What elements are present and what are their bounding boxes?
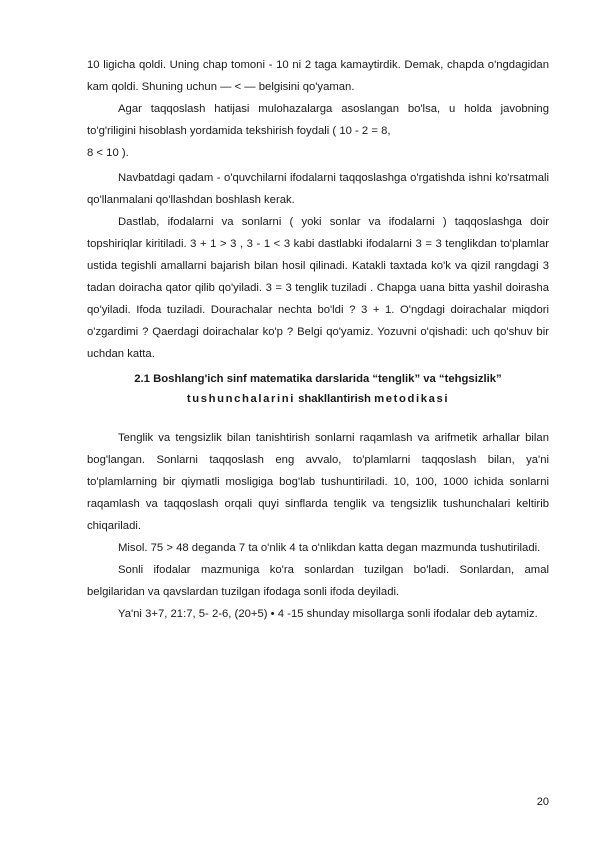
heading-word-3: metodikasi — [374, 393, 450, 405]
paragraph-1: 10 ligicha qoldi. Uning chap tomoni - 10 ni 2 taga kamaytirdik. Demak, chapda o'ngdagidan kam qoldi. Shuning uchun — < — belgisini qo'yaman. — [87, 59, 549, 93]
section-heading — [87, 369, 549, 409]
paragraph-5: Dastlab, ifodalarni va sonlarni ( yoki sonlar va ifodalarni ) taqqoslashga doir topshiriqlar kiritiladi. 3 + 1 > 3 , 3 - 1 < 3 kabi dastlabki ifodalarni 3 = 3 tenglikdan to'plamlar ustida tegishli amallarni bajarish bilan hosil qilinadi. Katakli taxtada ko'k va qizil rangdagi 3 tadan doiracha qator qilib qo'yiladi. 3 = 3 tenglik tuziladi . Chapga uana bitta yashil doirasha qo'yiladi. Ifoda tuziladi. Dourachalar nechta bo'ldi ? 3 + 1. O'ngdagi doirachalar miqdori o'zgardimi ? Qaerdagi doirachalar ko'p ? Belgi qo'yamiz. Yozuvni o'qishadi: uch qo'shuv bir uchdan katta. — [87, 216, 549, 360]
paragraph-9: Ya'ni 3+7, 21:7, 5- 2-6, (20+5) • 4 -15 shunday misollarga sonli ifodalar deb aytamiz. — [118, 608, 538, 620]
paragraph-8: Sonli ifodalar mazmuniga ko'ra sonlardan tuzilgan bo'ladi. Sonlardan, amal belgilaridan va qavslardan tuzilgan ifodaga sonli ifoda deyiladi. — [87, 564, 549, 598]
paragraph-2: Agar taqqoslash hatijasi mulohazalarga asoslangan bo'lsa, u holda javobning to'g'riligini hisoblash yordamida tekshirish foydali ( 10 - 2 = 8, — [87, 103, 549, 137]
heading-line-1: 2.1 Boshlang'ich sinf matematika darslarida “tenglik” va “tehgsizlik” — [134, 373, 502, 385]
paragraph-7: Misol. 75 > 48 deganda 7 ta o'nlik 4 ta o'nlikdan katta degan mazmunda tushutiriladi. — [118, 542, 541, 554]
paragraph-3: 8 < 10 ). — [87, 147, 129, 159]
heading-word-1: tushunchalarini — [186, 393, 295, 405]
paragraph-4: Navbatdagi qadam - o'quvchilarni ifodalarni taqqoslashga o'rgatishda ishni ko'rsatmali qo'llanmalani qo'llashdan boshlash kerak. — [87, 172, 549, 206]
document-body — [87, 54, 549, 625]
paragraph-6: Tenglik va tengsizlik bilan tanishtirish sonlarni raqamlash va arifmetik arhallar bilan bog'langan. Sonlarni taqqoslash eng avvalo, to'plamlarni taqqoslash bilan, ya'ni to'plamlarning bir qiymatli mosligiga bog'lab tushuntiriladi. 10, 100, 1000 ichida sonlarni raqamlash va taqqoslash orqali quyi sinflarda tenglik va tengsizlik tushunchalari keltirib chiqariladi. — [87, 432, 549, 532]
page-number: 20 — [536, 796, 549, 808]
heading-word-2: shakllantirish — [294, 393, 375, 405]
